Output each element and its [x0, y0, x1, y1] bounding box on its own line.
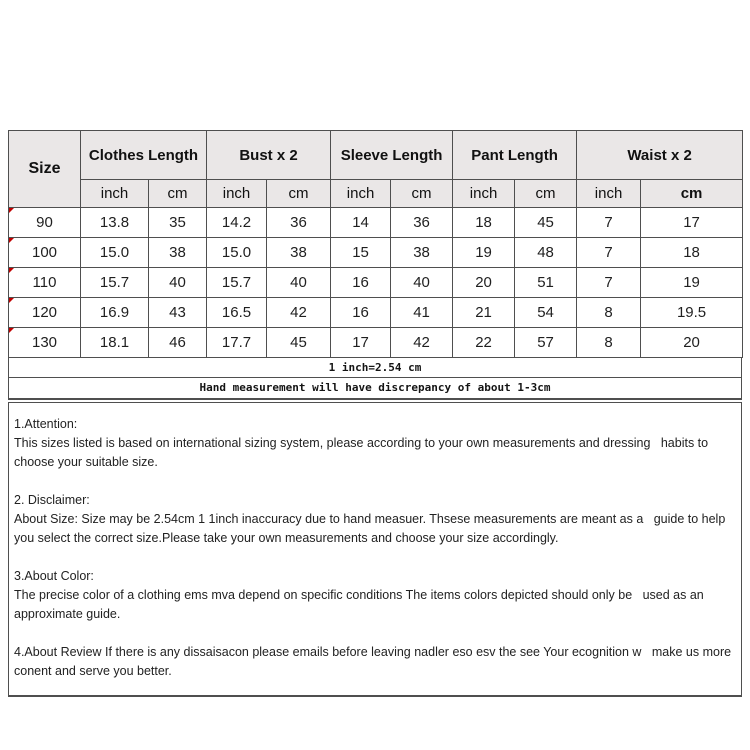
unit-header-cm: cm [641, 180, 743, 208]
cell-value: 15.7 [81, 268, 149, 298]
cell-value: 19 [641, 268, 743, 298]
table-group-header-row [9, 131, 743, 180]
section-body: About Size: Size may be 2.54cm 1 1inch inaccuracy due to hand measuer. Thsese measurements are meant as a guide to help you select the correct size.Please take your own measurements and choose your size accordingly. [14, 512, 729, 545]
cell-value: 16.5 [207, 298, 267, 328]
cell-value: 7 [577, 208, 641, 238]
cell-value: 17.7 [207, 328, 267, 358]
size-row-130 [9, 328, 743, 358]
col-header-pant-length: Pant Length [453, 131, 577, 180]
cell-value: 43 [149, 298, 207, 328]
col-header-sleeve-length: Sleeve Length [331, 131, 453, 180]
cell-value: 57 [515, 328, 577, 358]
cell-value: 20 [453, 268, 515, 298]
cell-value: 18 [453, 208, 515, 238]
cell-value: 7 [577, 238, 641, 268]
table-unit-header-row [9, 180, 743, 208]
cell-value: 16 [331, 268, 391, 298]
cell-value: 19.5 [641, 298, 743, 328]
cell-value: 54 [515, 298, 577, 328]
unit-header-inch: inch [331, 180, 391, 208]
cell-value: 18.1 [81, 328, 149, 358]
cell-value: 17 [331, 328, 391, 358]
cell-value: 15 [331, 238, 391, 268]
cell-value: 20 [641, 328, 743, 358]
section-body: 4.About Review If there is any dissaisacon please emails before leaving nadler eso esv the see Your ecognition w make us more conent and serve you better. [14, 645, 735, 678]
col-header-waist: Waist x 2 [577, 131, 743, 180]
size-value: 120 [31, 304, 58, 321]
cell-value: 46 [149, 328, 207, 358]
cell-value: 7 [577, 268, 641, 298]
unit-header-cm: cm [515, 180, 577, 208]
section-disclaimer [14, 491, 736, 548]
section-heading: 1.Attention: [14, 417, 78, 431]
cell-value: 40 [267, 268, 331, 298]
unit-header-inch: inch [81, 180, 149, 208]
cell-value: 45 [515, 208, 577, 238]
section-heading: 3.About Color: [14, 569, 94, 583]
cell-value: 22 [453, 328, 515, 358]
unit-header-inch: inch [453, 180, 515, 208]
cell-value: 38 [267, 238, 331, 268]
cell-value: 16.9 [81, 298, 149, 328]
cell-value: 14 [331, 208, 391, 238]
size-value: 110 [32, 274, 57, 291]
section-about-review [14, 643, 736, 681]
note-inch-conversion: 1 inch=2.54 cm [8, 357, 742, 378]
cell-value: 16 [331, 298, 391, 328]
cell-value: 35 [149, 208, 207, 238]
size-row-100 [9, 238, 743, 268]
cell-value: 41 [391, 298, 453, 328]
unit-header-cm: cm [267, 180, 331, 208]
comment-marker-icon [9, 238, 14, 243]
section-body: This sizes listed is based on international sizing system, please according to your own measurements and dressing habits to choose your suitable size. [14, 436, 712, 469]
col-header-clothes-length: Clothes Length [81, 131, 207, 180]
size-chart-table [8, 130, 743, 358]
cell-value: 45 [267, 328, 331, 358]
unit-header-cm: cm [391, 180, 453, 208]
comment-marker-icon [9, 328, 14, 333]
unit-header-inch: inch [207, 180, 267, 208]
cell-value: 19 [453, 238, 515, 268]
section-heading: 2. Disclaimer: [14, 493, 90, 507]
cell-value: 40 [149, 268, 207, 298]
cell-value: 15.7 [207, 268, 267, 298]
cell-value: 51 [515, 268, 577, 298]
cell-value: 8 [577, 298, 641, 328]
size-chart-content [8, 130, 742, 697]
cell-value: 40 [391, 268, 453, 298]
section-attention [14, 415, 736, 472]
cell-value: 21 [453, 298, 515, 328]
cell-value: 18 [641, 238, 743, 268]
unit-header-cm: cm [149, 180, 207, 208]
cell-value: 48 [515, 238, 577, 268]
section-body: The precise color of a clothing ems mva depend on specific conditions The items colors depicted should only be used as an approximate guide. [14, 588, 708, 621]
comment-marker-icon [9, 208, 14, 213]
size-row-90 [9, 208, 743, 238]
col-header-bust: Bust x 2 [207, 131, 331, 180]
cell-value: 36 [391, 208, 453, 238]
cell-value: 38 [149, 238, 207, 268]
comment-marker-icon [9, 298, 14, 303]
unit-header-inch: inch [577, 180, 641, 208]
size-value: 130 [31, 334, 58, 351]
comment-marker-icon [9, 268, 14, 273]
cell-value: 42 [391, 328, 453, 358]
size-row-120 [9, 298, 743, 328]
cell-value: 38 [391, 238, 453, 268]
cell-value: 14.2 [207, 208, 267, 238]
cell-value: 36 [267, 208, 331, 238]
cell-value: 15.0 [81, 238, 149, 268]
cell-value: 17 [641, 208, 743, 238]
cell-value: 42 [267, 298, 331, 328]
size-value: 100 [31, 244, 58, 261]
size-row-110 [9, 268, 743, 298]
size-value: 90 [36, 214, 53, 231]
info-block [8, 402, 742, 697]
cell-value: 15.0 [207, 238, 267, 268]
col-header-size: Size [9, 131, 81, 208]
section-about-color [14, 567, 736, 624]
cell-value: 13.8 [81, 208, 149, 238]
note-hand-measurement: Hand measurement will have discrepancy of about 1-3cm [8, 377, 742, 400]
cell-value: 8 [577, 328, 641, 358]
